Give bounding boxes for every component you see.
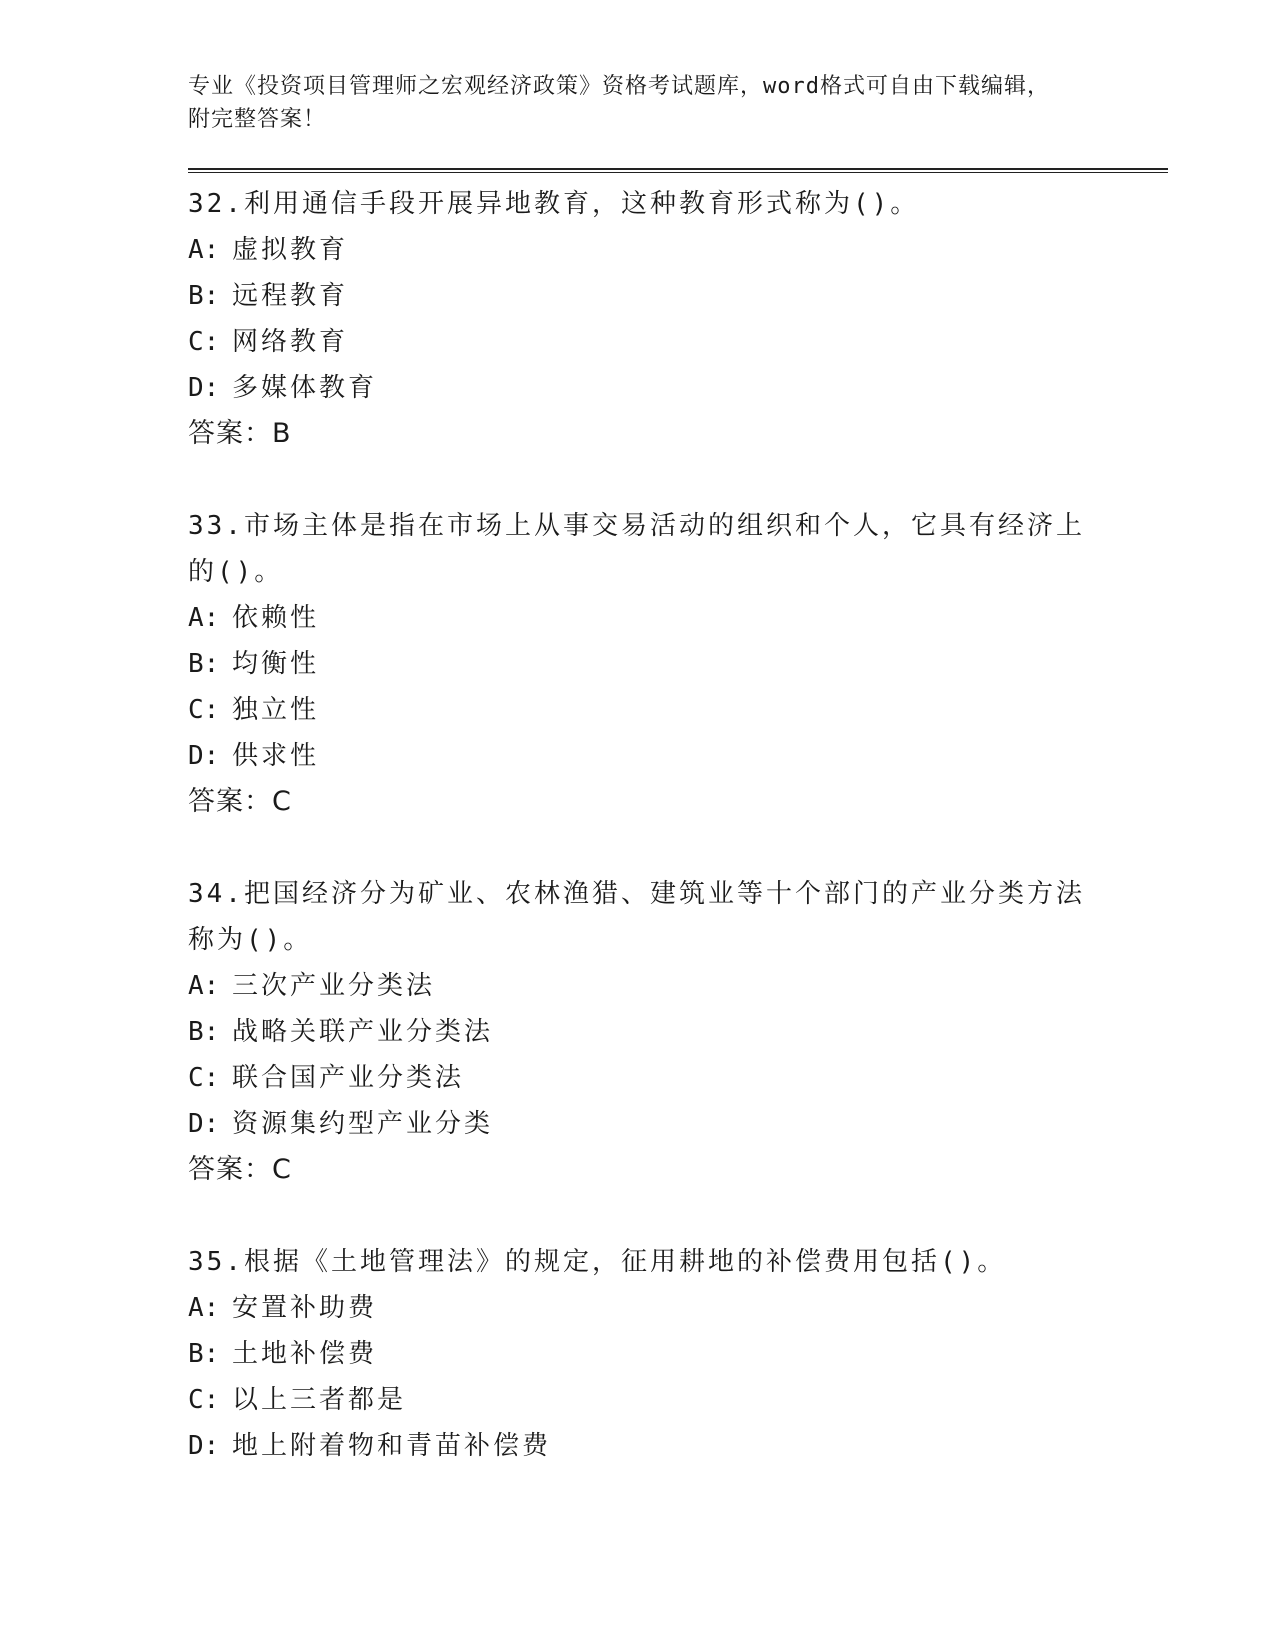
option-text: 以上三者都是 — [232, 1385, 407, 1415]
option-letter: D: — [188, 741, 220, 771]
option-text: 战略关联产业分类法 — [232, 1017, 494, 1047]
option-d — [188, 1101, 1168, 1147]
option-text: 三次产业分类法 — [232, 971, 436, 1001]
option-b — [188, 1009, 1168, 1055]
option-d — [188, 1423, 1168, 1469]
option-text: 远程教育 — [232, 281, 349, 311]
option-b — [188, 273, 1168, 319]
option-letter: C: — [188, 1385, 220, 1415]
option-d — [188, 733, 1168, 779]
option-b — [188, 641, 1168, 687]
option-text: 联合国产业分类法 — [232, 1063, 465, 1093]
option-text: 依赖性 — [232, 603, 320, 633]
option-text: 安置补助费 — [232, 1293, 378, 1323]
option-text: 资源集约型产业分类 — [232, 1109, 494, 1139]
option-letter: C: — [188, 327, 220, 357]
option-d — [188, 365, 1168, 411]
option-c — [188, 1377, 1168, 1423]
option-letter: A: — [188, 603, 220, 633]
option-letter: D: — [188, 373, 220, 403]
question-32 — [188, 181, 1168, 457]
option-text: 供求性 — [232, 741, 320, 771]
option-a — [188, 227, 1168, 273]
option-letter: B: — [188, 281, 220, 311]
option-a — [188, 595, 1168, 641]
option-text: 多媒体教育 — [232, 373, 378, 403]
question-34 — [188, 871, 1168, 1193]
option-letter: B: — [188, 1017, 220, 1047]
question-text: 33.市场主体是指在市场上从事交易活动的组织和个人，它具有经济上的()。 — [188, 511, 1085, 587]
option-letter: C: — [188, 695, 220, 725]
option-letter: A: — [188, 971, 220, 1001]
option-a — [188, 1285, 1168, 1331]
option-text: 网络教育 — [232, 327, 349, 357]
answer-line: 答案：C — [188, 786, 292, 817]
option-letter: D: — [188, 1431, 220, 1461]
question-35 — [188, 1239, 1168, 1469]
option-letter: B: — [188, 649, 220, 679]
answer-line: 答案：C — [188, 1154, 292, 1185]
question-text: 35.根据《土地管理法》的规定，征用耕地的补偿费用包括()。 — [188, 1247, 1007, 1277]
option-letter: A: — [188, 1293, 220, 1323]
option-text: 地上附着物和青苗补偿费 — [232, 1431, 552, 1461]
question-text: 32.利用通信手段开展异地教育，这种教育形式称为()。 — [188, 189, 920, 219]
option-text: 虚拟教育 — [232, 235, 349, 265]
option-letter: C: — [188, 1063, 220, 1093]
question-33 — [188, 503, 1168, 825]
option-letter: A: — [188, 235, 220, 265]
option-c — [188, 1055, 1168, 1101]
option-c — [188, 319, 1168, 365]
option-b — [188, 1331, 1168, 1377]
option-text: 独立性 — [232, 695, 320, 725]
document-header: 专业《投资项目管理师之宏观经济政策》资格考试题库，word格式可自由下载编辑，附完整答案！ — [188, 74, 1050, 132]
option-letter: B: — [188, 1339, 220, 1369]
option-a — [188, 963, 1168, 1009]
option-letter: D: — [188, 1109, 220, 1139]
option-c — [188, 687, 1168, 733]
option-text: 均衡性 — [232, 649, 320, 679]
answer-line: 答案：B — [188, 418, 292, 449]
header-divider — [188, 168, 1168, 173]
question-text: 34.把国经济分为矿业、农林渔猎、建筑业等十个部门的产业分类方法称为()。 — [188, 879, 1085, 955]
document-page — [188, 70, 1168, 1515]
option-text: 土地补偿费 — [232, 1339, 378, 1369]
question-list — [188, 181, 1168, 1469]
